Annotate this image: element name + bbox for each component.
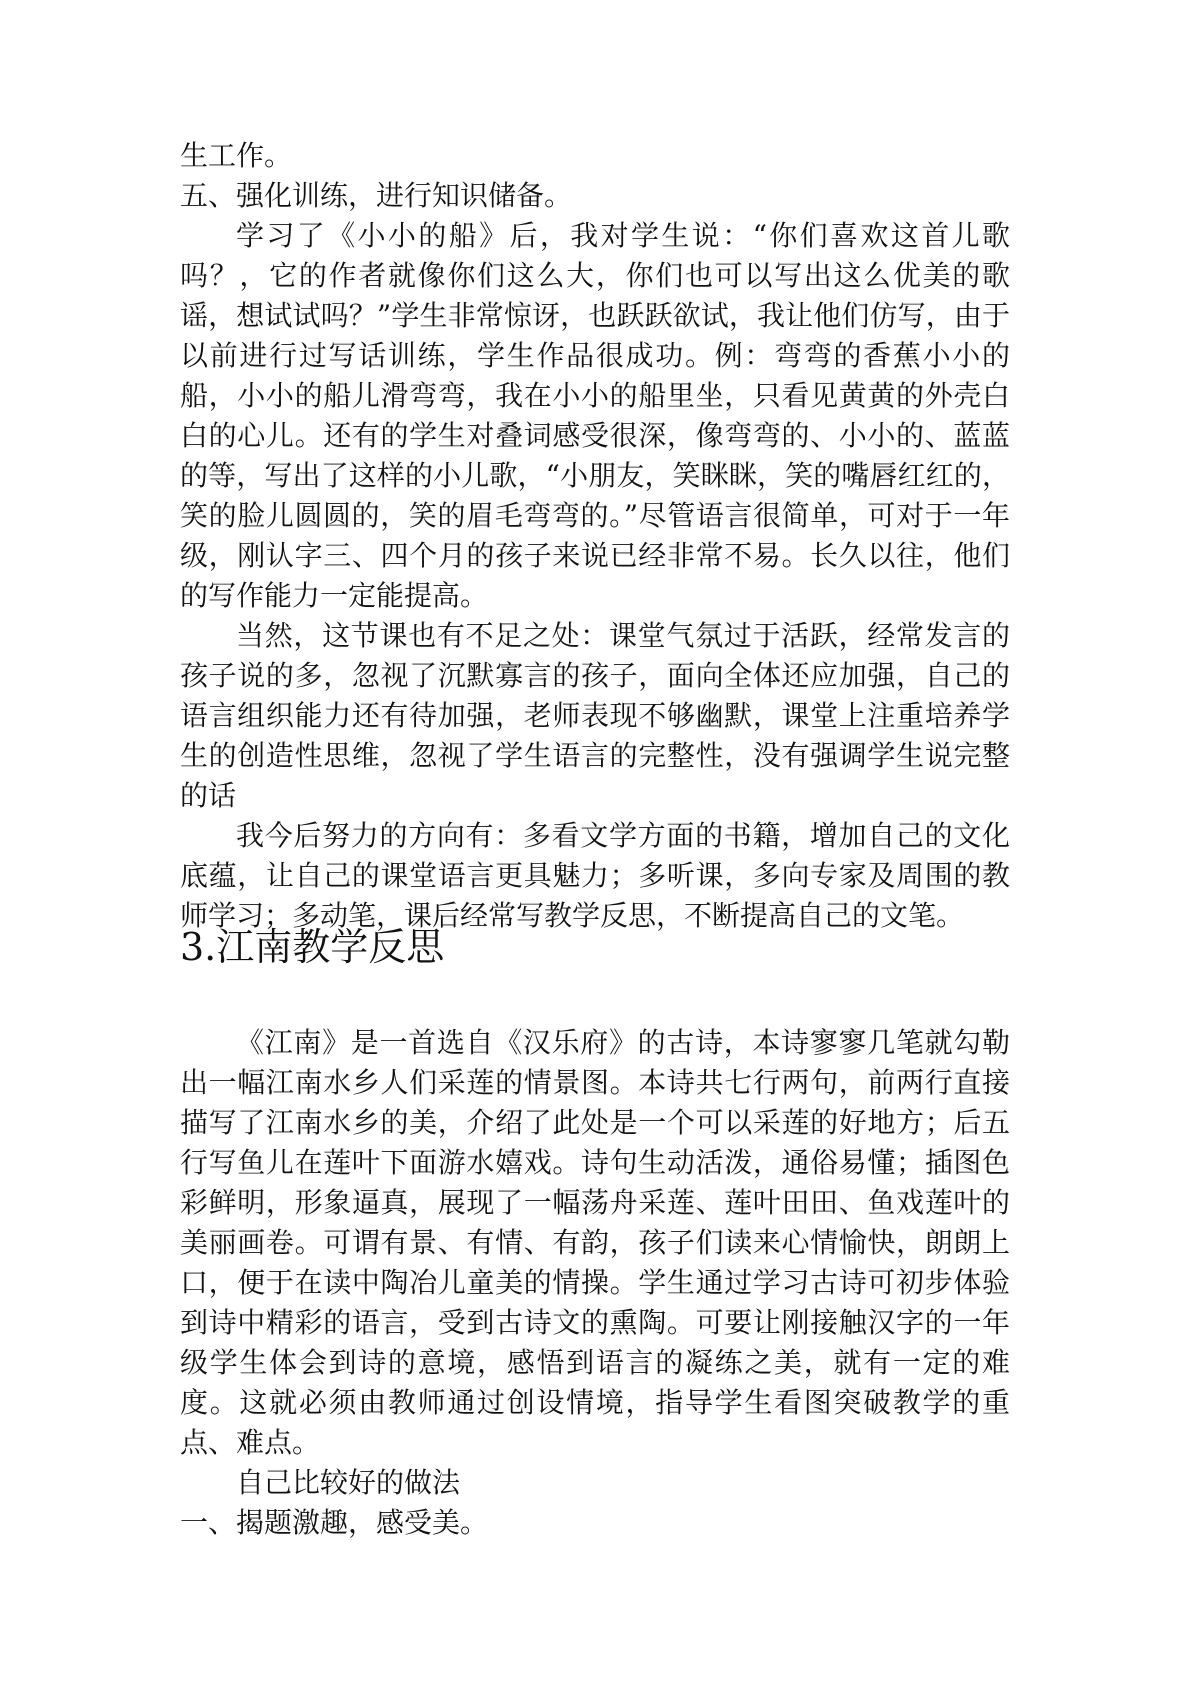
subheading-good-practices: 自己比较好的做法 xyxy=(236,1466,461,1499)
paragraph-future-direction: 我今后努力的方向有：多看文学方面的书籍，增加自己的文化底蕴，让自己的课堂语言更具魅力；多听课，多向专家及周围的教师学习；多动笔，课后经常写教学反思，不断提高自己的文笔。 xyxy=(180,819,1010,932)
paragraph-jiangnan-intro: 《江南》是一首选自《汉乐府》的古诗，本诗寥寥几笔就勾勒出一幅江南水乡人们采莲的情景图。本诗共七行两句，前两行直接描写了江南水乡的美，介绍了此处是一个可以采莲的好地方；后五行写鱼儿在莲叶下面游水嬉戏。诗句生动活泼，通俗易懂；插图色彩鲜明，形象逼真，展现了一幅荡舟采莲、莲叶田田、鱼戏莲叶的美丽画卷。可谓有景、有情、有韵，孩子们读来心情愉快，朗朗上口，便于在读中陶冶儿童美的情操。学生通过学习古诗可初步体验到诗中精彩的语言，受到古诗文的熏陶。可要让刚接触汉字的一年级学生体会到诗的意境，感悟到语言的凝练之美，就有一定的难度。这就必须由教师通过创设情境，指导学生看图突破教学的重点、难点。 xyxy=(180,1026,1010,1459)
bottom-text-block xyxy=(180,1023,1010,1543)
paragraph-small-boat: 学习了《小小的船》后，我对学生说：“你们喜欢这首儿歌吗？，它的作者就像你们这么大，你们也可以写出这么优美的歌谣，想试试吗？”学生非常惊讶，也跃跃欲试，我让他们仿写，由于以前进行过写话训练，学生作品很成功。例：弯弯的香蕉小小的船，小小的船儿滑弯弯，我在小小的船里坐，只看见黄黄的外壳白白的心儿。还有的学生对叠词感受很深，像弯弯的、小小的、蓝蓝的等，写出了这样的小儿歌，“小朋友，笑眯眯，笑的嘴唇红红的，笑的脸儿圆圆的，笑的眉毛弯弯的。”尽管语言很简单，可对于一年级，刚认字三、四个月的孩子来说已经非常不易。长久以往，他们的写作能力一定能提高。 xyxy=(180,219,1010,612)
paragraph-shortcomings: 当然，这节课也有不足之处：课堂气氛过于活跃，经常发言的孩子说的多，忽视了沉默寡言的孩子，面向全体还应加强，自己的语言组织能力还有待加强，老师表现不够幽默，课堂上注重培养学生的创造性思维，忽视了学生语言的完整性，没有强调学生说完整的话 xyxy=(180,619,1010,812)
top-text-block xyxy=(180,136,1010,936)
subheading-five: 五、强化训练，进行知识储备。 xyxy=(180,179,573,212)
section-heading: 3.江南教学反思 xyxy=(180,925,445,969)
subheading-one: 一、揭题激趣，感受美。 xyxy=(180,1506,489,1539)
paragraph-continuation: 生工作。 xyxy=(180,139,293,172)
